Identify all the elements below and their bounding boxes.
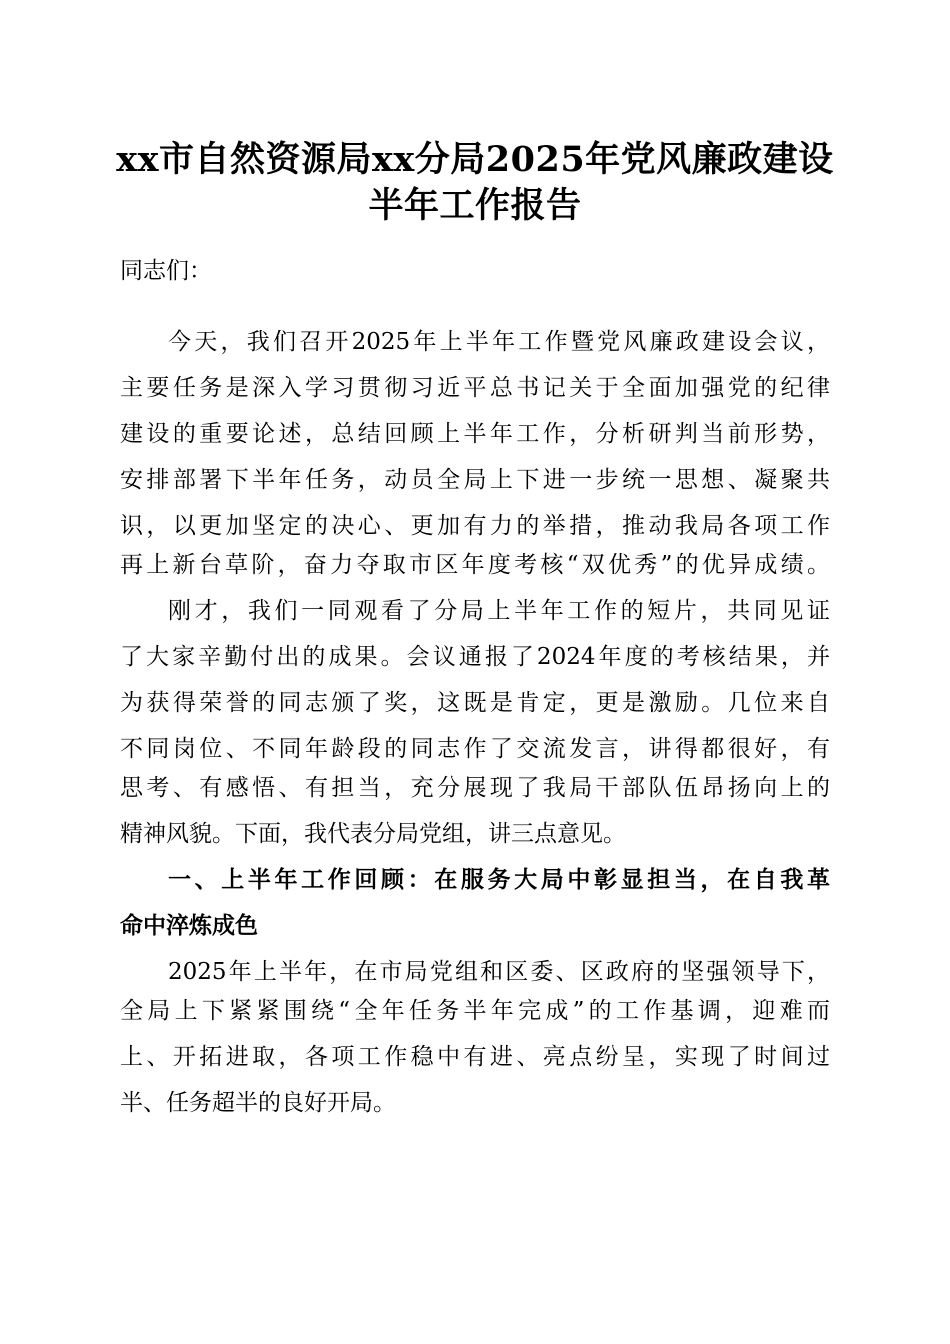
paragraph-1-line: 主要任务是深入学习贯彻习近平总书记关于全面加强党的纪律 — [120, 375, 830, 401]
paragraph-1-line: 今天，我们召开2025年上半年工作暨党风廉政建设会议， — [168, 329, 830, 355]
paragraph-3-line: 2025年上半年，在市局党组和区委、区政府的坚强领导下， — [168, 959, 830, 985]
paragraph-2-line: 刚才，我们一同观看了分局上半年工作的短片，共同见证 — [168, 598, 830, 624]
paragraph-3-line: 上、开拓进取，各项工作稳中有进、亮点纷呈，实现了时间过 — [120, 1044, 830, 1070]
document-title-line-2: 半年工作报告 — [368, 185, 582, 226]
paragraph-1-line: 再上新台草阶，奋力夺取市区年度考核“双优秀”的优异成绩。 — [120, 552, 830, 578]
paragraph-1-line: 识，以更加坚定的决心、更加有力的举措，推动我局各项工作 — [120, 513, 830, 539]
paragraph-1-line: 建设的重要论述，总结回顾上半年工作，分析研判当前形势， — [120, 421, 830, 447]
section-heading-1: 一、上半年工作回顾：在服务大局中彰显担当，在自我革 — [168, 867, 830, 893]
paragraph-2-line: 为获得荣誉的同志颁了奖，这既是肯定，更是激励。几位来自 — [120, 690, 830, 716]
paragraph-3-line: 全局上下紧紧围绕“全年任务半年完成”的工作基调，迎难而 — [120, 998, 830, 1024]
paragraph-2-line: 了大家辛勤付出的成果。会议通报了2024年度的考核结果，并 — [120, 644, 830, 670]
paragraph-2-line: 精神风貌。下面，我代表分局党组，讲三点意见。 — [120, 821, 626, 847]
section-heading-1: 命中淬炼成色 — [120, 913, 258, 939]
paragraph-2-line: 不同岗位、不同年龄段的同志作了交流发言，讲得都很好，有 — [120, 736, 830, 762]
document-title-line-1: xx市自然资源局xx分局2025年党风廉政建设 — [116, 139, 834, 180]
paragraph-2-line: 思考、有感悟、有担当，充分展现了我局干部队伍昂扬向上的 — [120, 775, 830, 801]
paragraph-3-line: 半、任务超半的良好开局。 — [120, 1090, 396, 1116]
salutation: 同志们： — [120, 258, 212, 284]
paragraph-1-line: 安排部署下半年任务，动员全局上下进一步统一思想、凝聚共 — [120, 467, 830, 493]
